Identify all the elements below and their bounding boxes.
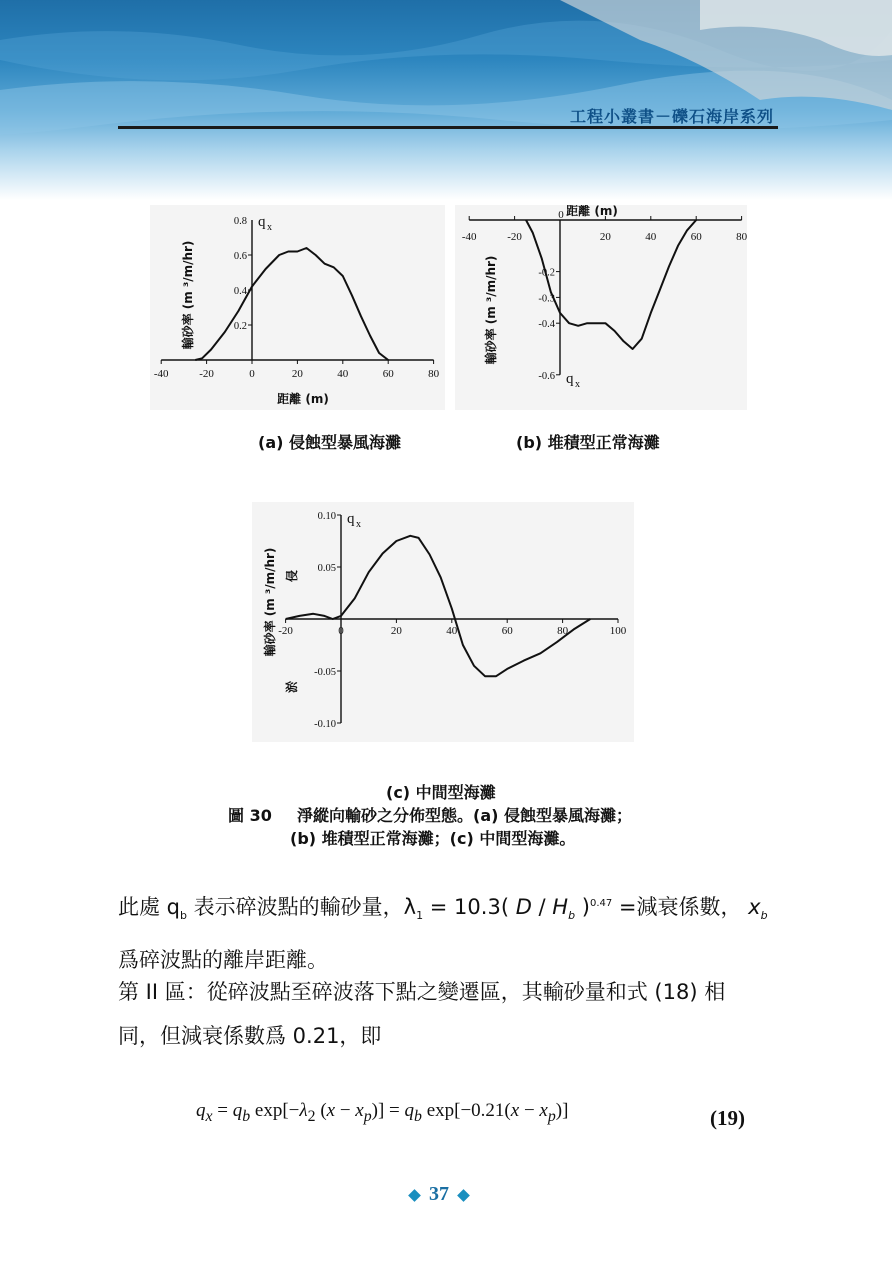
qx-subscript: x [575, 378, 580, 390]
x-tick-label: -20 [507, 231, 522, 243]
x-tick-label: 80 [557, 625, 569, 637]
qx-label: q [258, 214, 266, 230]
erosion-label: 侵 [285, 569, 299, 583]
y-axis-label: 輸砂率 (m ³/m/hr) [263, 547, 277, 657]
x-tick-label: 0 [338, 625, 344, 637]
x-tick-label: -40 [153, 368, 169, 380]
x-tick-label: 40 [446, 625, 458, 637]
x-tick-label: 80 [736, 231, 747, 243]
qx-label: q [347, 511, 355, 527]
zero-label: 0 [558, 209, 564, 221]
chart-panel-b [455, 205, 747, 410]
qx-subscript: x [267, 222, 272, 233]
chart-panel-a [150, 205, 445, 410]
chart-panel-c [252, 502, 634, 742]
paragraph-1 [118, 882, 778, 982]
qx-subscript: x [356, 519, 361, 530]
series-line [286, 536, 591, 676]
caption-panel-b: (b) 堆積型正常海灘 [516, 433, 660, 452]
x-tick-label: 60 [501, 625, 513, 637]
x-tick-label: -40 [461, 231, 477, 243]
y-tick-label: -0.05 [314, 667, 336, 678]
paragraph-1-line-2: 爲碎波點的離岸距離。 [118, 948, 328, 973]
x-tick-label: 60 [382, 368, 394, 380]
caption-panel-c: (c) 中間型海灘 [386, 783, 496, 802]
x-tick-label: 80 [428, 368, 440, 380]
figure-caption-line1: 淨縱向輸砂之分佈型態。(a) 侵蝕型暴風海灘； [297, 806, 632, 825]
x-tick-label: 0 [249, 368, 255, 380]
series-line [195, 248, 388, 360]
accretion-label: 淤 [285, 680, 299, 694]
diamond-icon [408, 1189, 421, 1202]
series-title: 工程小叢書－礫石海岸系列 [569, 107, 774, 126]
y-top-label: 0.8 [233, 216, 247, 227]
x-tick-label: -20 [199, 368, 214, 380]
page-number-text: 37 [429, 1183, 449, 1205]
figure-caption [228, 803, 632, 826]
y-tick-label: -0.2 [538, 267, 555, 279]
y-axis-label: 輸砂率 (m ³/m/hr) [484, 255, 498, 365]
y-tick-label: -0.6 [538, 370, 555, 382]
y-tick-label: -0.4 [538, 319, 555, 331]
x-tick-label: 40 [337, 368, 349, 380]
x-tick-label: 100 [609, 625, 627, 637]
y-tick-label: 0.6 [233, 251, 247, 262]
x-axis-label: 距離 (m) [277, 392, 329, 406]
caption-panel-a: (a) 侵蝕型暴風海灘 [258, 433, 401, 452]
diamond-icon [457, 1189, 470, 1202]
y-axis-label: 輸砂率 (m ³/m/hr) [181, 240, 195, 350]
figure-label: 圖 30 [228, 806, 272, 825]
y-tick-label: -0.10 [314, 719, 336, 730]
x-axis-label: 距離 (m) [566, 205, 618, 218]
equation-19: $q_x = q_b$ $\exp[-\lambda_2$ $(x - x_p)] = q_b$ $\exp[-0.21(x - x_p)]$ [196, 1100, 569, 1125]
paragraph-2-line-2: 同，但減衰係數爲 0.21，即 [118, 1024, 382, 1048]
paragraph-1-line-1: 此處 $q_b$ 表示碎波點的輸砂量，$\lambda_1 = 10.3$( D / $H_b$ )$^{0.47}$ =減衰係數， $x_b$ [118, 895, 768, 923]
x-tick-label: 40 [645, 231, 657, 243]
equation-number: (19) [710, 1106, 745, 1130]
x-tick-label: 20 [599, 231, 611, 243]
paragraph-2 [118, 970, 778, 1058]
header-sea-image [0, 0, 892, 200]
y-tick-label: 0.2 [233, 321, 247, 332]
x-tick-label: 20 [291, 368, 303, 380]
y-tick-label: 0.05 [317, 563, 336, 574]
qx-label: q [566, 370, 574, 387]
header-rule [118, 126, 778, 129]
y-tick-label: -0.3 [538, 293, 555, 305]
x-tick-label: -20 [278, 625, 293, 637]
page-number [400, 1183, 478, 1206]
x-tick-label: 20 [390, 625, 402, 637]
x-tick-label: 60 [690, 231, 702, 243]
figure-caption-line2: (b) 堆積型正常海灘；(c) 中間型海灘。 [290, 829, 576, 848]
y-tick-label: 0.10 [317, 511, 336, 522]
y-tick-label: 0.4 [233, 286, 247, 297]
paragraph-2-line-1: 第 II 區：從碎波點至碎波落下點之變遷區，其輸砂量和式 (18) 相 [118, 980, 726, 1004]
